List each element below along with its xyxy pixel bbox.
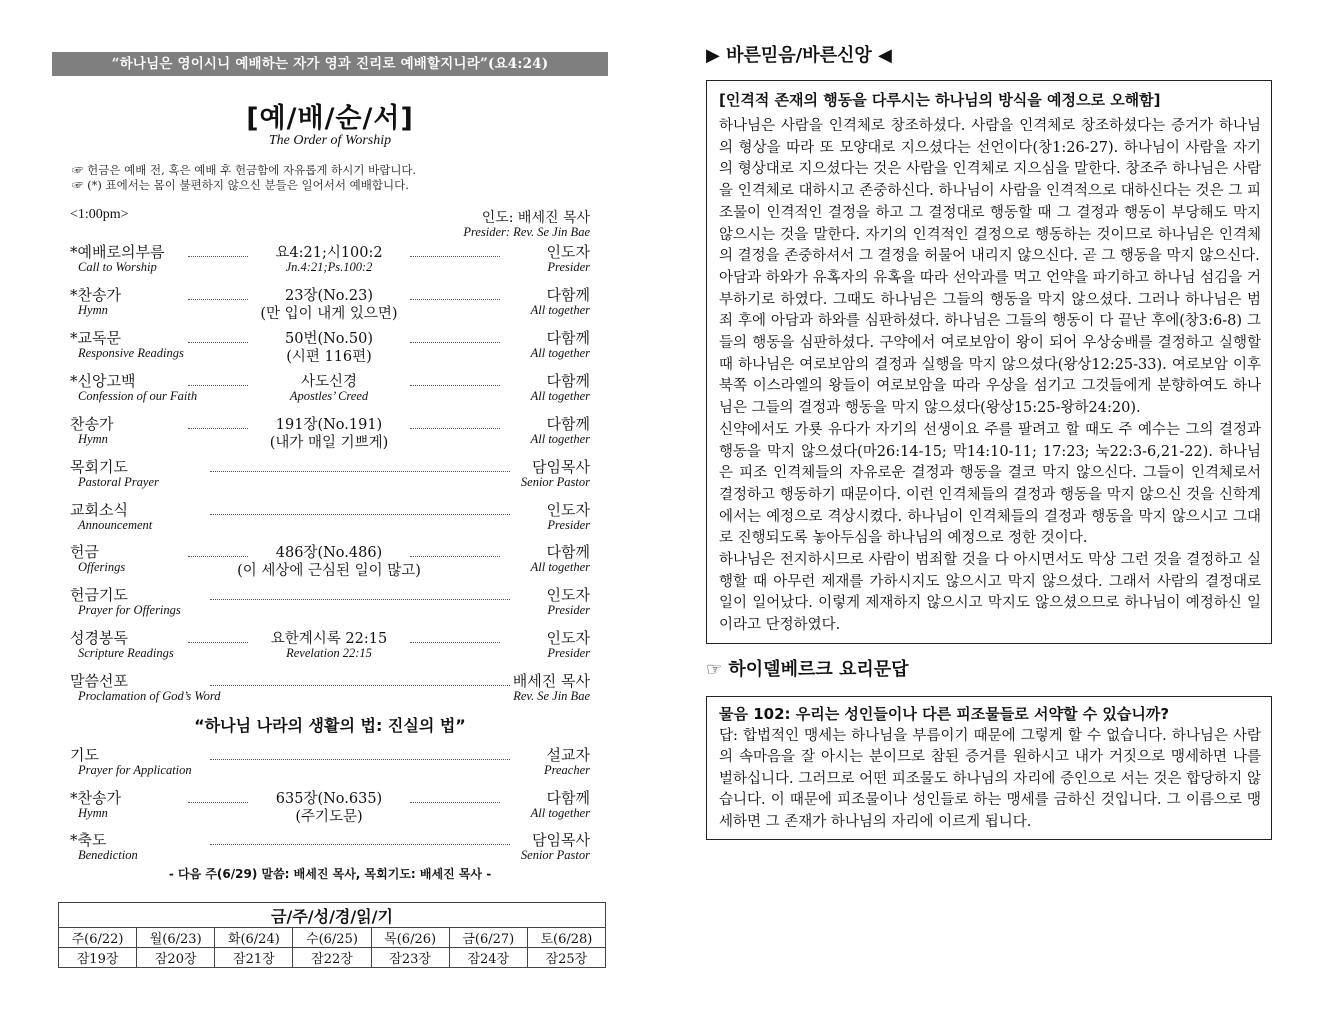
note-offering: ☞ 헌금은 예배 전, 혹은 예배 후 헌금함에 자유롭게 하시기 바랍니다. (72, 163, 417, 177)
order-item-english: Benediction (78, 848, 138, 862)
order-reference-detail: (내가 매일 기쁘게) (269, 435, 389, 451)
leader-dots (188, 642, 248, 643)
order-reference-detail: Jn.4:21;Ps.100:2 (285, 260, 373, 274)
order-row (70, 456, 590, 496)
reading-chapter: 잠22장 (293, 948, 371, 968)
order-role-korean: 인도자 (546, 501, 590, 519)
leader-dots (210, 759, 510, 760)
reading-chapter: 잠25장 (527, 948, 605, 968)
leader-dots (188, 342, 248, 343)
reading-day: 수(6/25) (293, 928, 371, 948)
order-item-korean: *축도 (70, 831, 107, 849)
order-reference-detail: (주기도문) (295, 809, 363, 825)
leader-dots (410, 256, 500, 257)
leader-dots (210, 514, 510, 515)
order-row (70, 584, 590, 624)
reading-chapter: 잠19장 (59, 948, 137, 968)
order-item-korean: 헌금 (70, 543, 99, 561)
order-row (70, 499, 590, 539)
order-reference-detail: (시편 116편) (286, 349, 372, 365)
order-item-english: Confession of our Faith (78, 389, 198, 403)
reading-day: 금(6/27) (449, 928, 527, 948)
reading-chapter: 잠20장 (137, 948, 215, 968)
leader-dots (210, 599, 510, 600)
order-reference-detail: (만 입이 내게 있으면) (260, 306, 398, 322)
order-item-korean: 목회기도 (70, 458, 128, 476)
service-time-bar (52, 207, 608, 241)
leader-dots (188, 299, 248, 300)
leader-dots (410, 385, 500, 386)
order-role-english: Rev. Se Jin Bae (513, 689, 590, 703)
left-page (52, 52, 608, 967)
order-row (70, 670, 590, 710)
leader-dots (410, 342, 500, 343)
order-row (70, 829, 590, 869)
reading-chapters-row (59, 948, 606, 968)
order-reference: 50번(No.50) (285, 331, 373, 347)
article-paragraph: 신약에서도 가룟 유다가 자기의 선생이요 주를 팔려고 할 때도 주 예수는 그의 결정과 행동을 막지 않으셨다(마26:14-15; 막14:10-11; 17:23; 눅22:3-6,21-22). 하나님은 피조 인격체들의 자유로운 결정과 행동을 결코 막지 않으신다. 그들이 인격체로서 결정하고 행동하기 때문이다. 이런 인격체들의 결정과 행동을 막지 않으신 것을 신학계에서는 예정으로 격상시켰다. 하나님이 인격체들의 결정과 행동을 막지 않으시고 그대로 진행되도록 놓아두심을 하나님의 예정으로 정한 것이다. (719, 421, 1261, 547)
order-reference-detail: Apostles’ Creed (289, 389, 369, 403)
order-row (70, 284, 590, 324)
section-heading-faith: ▶ 바른믿음/바른신앙 ◀ (706, 45, 892, 66)
order-item-english: Hymn (78, 303, 108, 317)
page-title: [예/배/순/서] (246, 103, 414, 134)
order-item-korean: 성경봉독 (70, 629, 128, 647)
leader-dots (410, 556, 500, 557)
order-row (70, 241, 590, 281)
order-role-english: All together (530, 560, 590, 574)
order-role-korean: 인도자 (546, 629, 590, 647)
order-item-english: Hymn (78, 806, 108, 820)
reading-chapter: 잠24장 (449, 948, 527, 968)
order-role-english: All together (530, 432, 590, 446)
faith-article-box (706, 80, 1272, 644)
order-role-korean: 다함께 (546, 789, 590, 807)
sermon-title: “하나님 나라의 생활의 법: 진실의 법” (194, 716, 466, 735)
order-item-english: Announcement (78, 518, 153, 532)
order-role-english: Presider (547, 260, 590, 274)
reading-days-row (59, 928, 606, 948)
order-role-korean: 담임목사 (532, 458, 590, 476)
article-title: [인격적 존재의 행동을 다루시는 하나님의 방식을 예정으로 오해함] (719, 91, 1161, 109)
reading-chapter: 잠21장 (215, 948, 293, 968)
catechism-question: 물음 102: 우리는 성인들이나 다른 피조물들로 서약할 수 있습니까? (719, 704, 1170, 723)
order-role-korean: 다함께 (546, 415, 590, 433)
leader-dots (410, 642, 500, 643)
reading-day: 토(6/28) (527, 928, 605, 948)
leader-dots (188, 802, 248, 803)
order-of-worship (52, 241, 608, 891)
order-item-korean: *신앙고백 (70, 372, 136, 390)
order-reference: 사도신경 (300, 374, 358, 390)
order-row (70, 370, 590, 410)
catechism-answer: 답: 합법적인 맹세는 하나님을 부름이기 때문에 그렇게 할 수 없습니다. 하나님은 사람의 속마음을 잘 아시는 분이므로 참된 증거를 원하시고 내가 거짓으로 맹세하면 나를 벌하십니다. 그러므로 어떤 피조물도 하나님의 자리에 증인으로 서는 것은 합당하지 않습니다. 이 때문에 피조물이나 성인들로 하는 맹세를 금하신 것입니다. 그 이름으로 맹세하면 그 존재가 하나님의 자리에 이르게 됩니다. (719, 727, 1261, 830)
order-role-english: Presider (547, 518, 590, 532)
order-role-korean: 다함께 (546, 329, 590, 347)
order-item-korean: 찬송가 (70, 415, 114, 433)
order-item-korean: 헌금기도 (70, 586, 128, 604)
reading-day: 목(6/26) (371, 928, 449, 948)
order-role-korean: 설교자 (546, 746, 590, 764)
order-row (70, 541, 590, 581)
leader-dots (210, 844, 510, 845)
leader-english: Presider: Rev. Se Jin Bae (463, 225, 590, 239)
leader-dots (210, 471, 510, 472)
order-item-english: Proclamation of God’s Word (78, 689, 221, 703)
order-role-english: Senior Pastor (520, 475, 590, 489)
service-time: <1:00pm> (70, 207, 129, 222)
order-item-english: Pastoral Prayer (78, 475, 159, 489)
article-paragraph: 아담과 하와가 유혹자의 유혹을 따라 선악과를 먹고 언약을 파기하고 하나님 섬김을 거부하기로 하였다. 그때도 하나님은 그들의 행동을 막지 않으셨다. 그러나 하나님은 범죄 후에 아담과 하와를 심판하셨다. 하나님은 그들의 행동이 다 끝난 후에(창3:6-8) 그들의 행동을 심판하셨다. 구약에서 여로보암이 왕이 되어 우상숭배를 결정하고 실행할 때 하나님은 여로보암의 결정과 실행을 막지 않으셨다(왕상12:25-33). 여로보암 이후 북쪽 이스라엘의 왕들이 여로보암을 따라 우상을 섬기고 그것들에게 분향하여도 하나님은 그들의 결정과 행동을 막지 않으셨다(왕상15:25-왕하24:20). (719, 269, 1261, 417)
order-row (70, 327, 590, 367)
order-reference: 요4:21;시100:2 (275, 245, 383, 261)
order-item-korean: 말씀선포 (70, 672, 128, 690)
order-item-korean: 교회소식 (70, 501, 128, 519)
leader-dots (188, 256, 248, 257)
order-role-korean: 다함께 (546, 286, 590, 304)
order-role-english: Senior Pastor (520, 848, 590, 862)
order-reference: 23장(No.23) (285, 288, 373, 304)
leader-dots (188, 428, 248, 429)
order-reference: 191장(No.191) (275, 417, 383, 433)
order-item-korean: *예배로의부름 (70, 243, 165, 261)
order-role-english: Presider (547, 646, 590, 660)
order-item-english: Hymn (78, 432, 108, 446)
order-role-english: Preacher (543, 763, 590, 777)
verse-banner: “하나님은 영이시니 예배하는 자가 영과 진리로 예배할지니라”(요4:24) (52, 52, 608, 76)
order-item-english: Prayer for Application (78, 763, 192, 777)
order-row (70, 744, 590, 784)
order-role-korean: 인도자 (546, 586, 590, 604)
order-row (70, 413, 590, 453)
order-role-korean: 다함께 (546, 372, 590, 390)
reading-day: 월(6/23) (137, 928, 215, 948)
order-item-english: Call to Worship (78, 260, 157, 274)
order-row (70, 627, 590, 667)
order-item-korean: *교독문 (70, 329, 121, 347)
reading-day: 화(6/24) (215, 928, 293, 948)
order-item-english: Scripture Readings (78, 646, 174, 660)
order-reference-detail: Revelation 22:15 (286, 646, 372, 660)
order-reference: 486장(No.486) (275, 545, 383, 561)
note-standing: ☞ (*) 표에서는 몸이 불편하지 않으신 분들은 일어서서 예배합니다. (72, 178, 409, 192)
article-paragraph: 하나님은 사람을 인격체로 창조하셨다. 사람을 인격체로 창조하셨다는 증거가 하나님의 형상을 따라 또 모양대로 지으셨다는 선언이다(창1:26-27). 하나님이 사람을 자기의 형상대로 지으셨다는 것은 사람을 인격체로 지으심을 말한다. 창조주 하나님은 사람을 인격체로 대하시고 존중하신다. 하나님이 사람을 인격적으로 대하신다는 것은 그 피조물이 인격적인 결정을 하고 그 결정대로 행동할 때 그 결정과 행동이 부당해도 막지 않으시는 것을 말한다. 자기의 인격적인 결정으로 행동하는 것이므로 하나님은 인격체의 결정을 존중하셔서 그 결정을 허물어 내리지 않으신다. 곧 그 행동을 막지 않으신다. (719, 118, 1261, 265)
order-role-english: All together (530, 389, 590, 403)
order-item-english: Offerings (78, 560, 126, 574)
order-role-korean: 담임목사 (532, 831, 590, 849)
reading-title: 금/주/성/경/읽/기 (59, 903, 606, 928)
order-role-korean: 인도자 (546, 243, 590, 261)
order-role-english: All together (530, 806, 590, 820)
page-subtitle: The Order of Worship (268, 133, 392, 148)
section-heading-catechism: ☞ 하이델베르크 요리문답 (706, 658, 909, 680)
order-role-korean: 배세진 목사 (512, 672, 590, 690)
leader-dots (188, 385, 248, 386)
leader-dots (210, 685, 510, 686)
order-item-english: Prayer for Offerings (78, 603, 181, 617)
next-week-info: - 다음 주(6/29) 말씀: 배세진 목사, 목회기도: 배세진 목사 - (168, 867, 492, 881)
order-row (70, 787, 590, 827)
notes (72, 163, 608, 193)
order-role-korean: 다함께 (546, 543, 590, 561)
weekly-reading-table (58, 902, 606, 968)
catechism-box (706, 696, 1272, 841)
leader-dots (410, 299, 500, 300)
order-item-korean: 기도 (70, 746, 99, 764)
right-page (706, 42, 1272, 840)
leader-korean: 인도: 배세진 목사 (481, 210, 590, 226)
reading-chapter: 잠23장 (371, 948, 449, 968)
leader-dots (188, 556, 248, 557)
order-item-korean: *찬송가 (70, 286, 121, 304)
order-item-english: Responsive Readings (78, 346, 184, 360)
order-reference-detail: (이 세상에 근심된 일이 많고) (237, 563, 421, 579)
article-paragraph: 하나님은 전지하시므로 사람이 범죄할 것을 다 아시면서도 막상 그런 것을 결정하고 실행할 때 아무런 제재를 가하시지도 않으시고 막지 않으셨다. 그래서 사람의 결정대로 일이 일어났다. 이렇게 제재하지 않으시고 막지도 않으셨으므로 하나님이 예정하신 일이라고 단정하였다. (719, 552, 1261, 634)
order-reference: 요한계시록 22:15 (270, 631, 388, 647)
leader-dots (410, 428, 500, 429)
order-role-english: All together (530, 303, 590, 317)
order-role-english: Presider (547, 603, 590, 617)
reading-day: 주(6/22) (59, 928, 137, 948)
leader-dots (410, 802, 500, 803)
order-role-english: All together (530, 346, 590, 360)
order-item-korean: *찬송가 (70, 789, 121, 807)
order-reference: 635장(No.635) (275, 791, 383, 807)
